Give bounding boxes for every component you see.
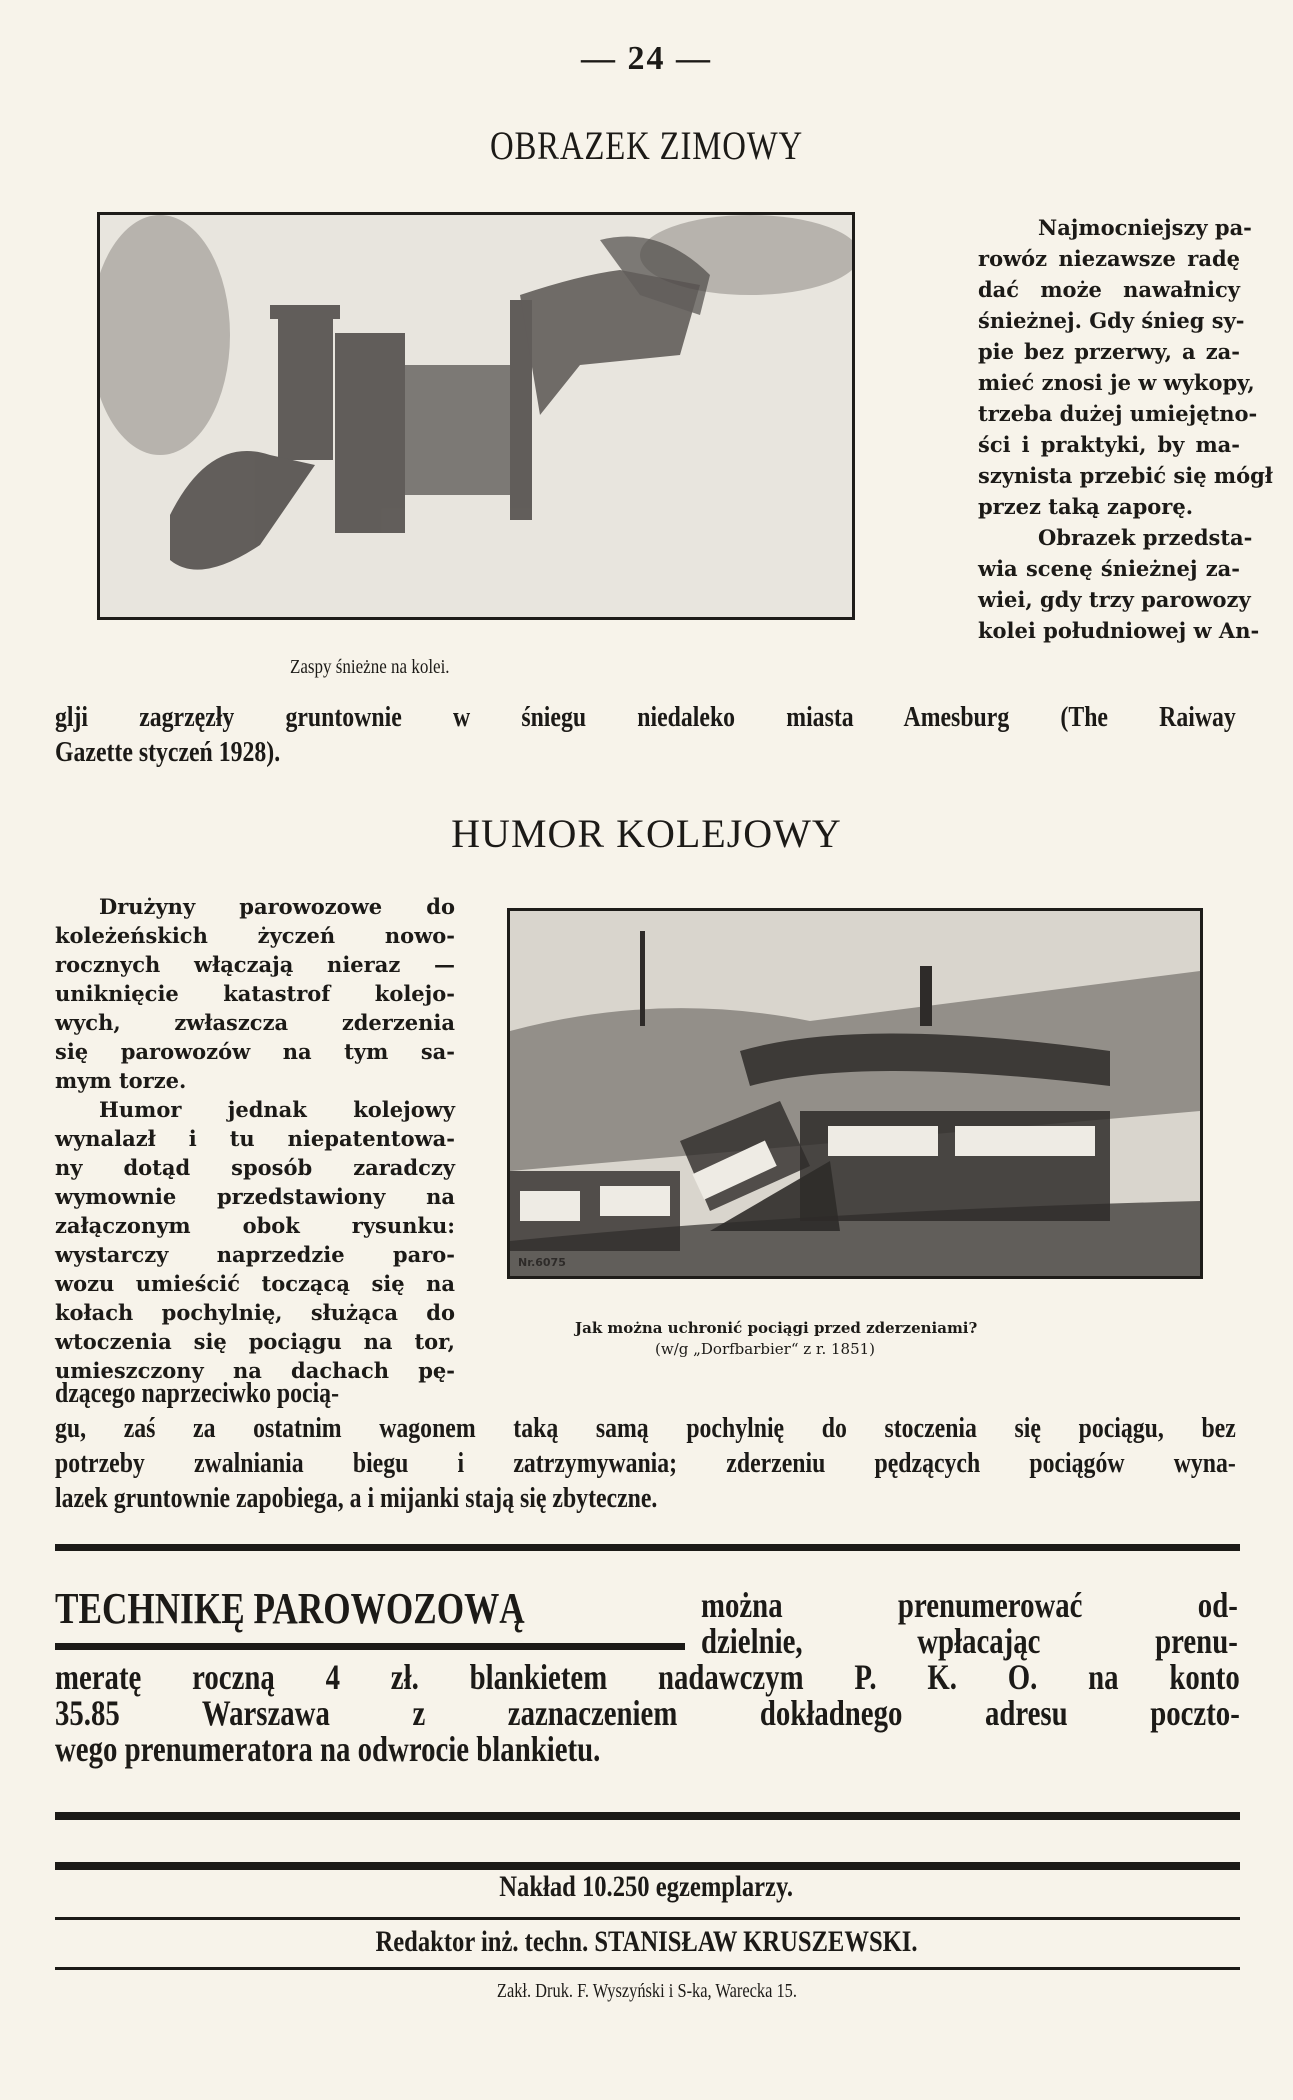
text-line: można prenumerować od- xyxy=(701,1585,1238,1625)
text-line: ści i praktyki, by ma- xyxy=(978,432,1240,457)
text-line: dzącego naprzeciwko pocią- xyxy=(55,1377,340,1409)
text-line: załączonym obok rysunku: xyxy=(55,1213,455,1238)
text-line: wiei, gdy trzy parowozy xyxy=(978,587,1251,612)
winter-article-title: OBRAZEK ZIMOWY xyxy=(489,123,804,168)
page-number: — 24 — xyxy=(581,40,712,77)
text-line: mieć znosi je w wykopy, xyxy=(978,370,1255,395)
editor-credit xyxy=(0,1925,1293,1959)
text-line: wych, zwłaszcza zderzenia xyxy=(55,1010,455,1035)
train-collision-illustration xyxy=(507,908,1203,1279)
humor-article-column-text xyxy=(55,892,455,1385)
text-line: wystarczy naprzedzie paro- xyxy=(55,1242,455,1267)
winter-article-full-text xyxy=(55,700,1236,770)
text-line: rowóz niezawsze radę xyxy=(978,246,1240,271)
humor-article-title: HUMOR KOLEJOWY xyxy=(451,811,842,856)
winter-article-side-text xyxy=(978,212,1273,646)
text-line: wtoczenia się pociągu na tor, xyxy=(55,1329,455,1354)
text-line: koleżeńskich życzeń nowo- xyxy=(55,923,455,948)
text-line: uniknięcie katastrof kolejo- xyxy=(55,981,455,1006)
text-line: gu, zaś za ostatnim wagonem taką samą pochylnię do stoczenia się pociągu, bez xyxy=(55,1412,1236,1444)
divider-rule xyxy=(55,1967,1240,1970)
caption-line: Jak można uchronić pociągi przed zderzeniami? xyxy=(575,1319,978,1337)
text-line: Drużyny parowozowe do xyxy=(99,894,455,919)
text-line: umieszczony na dachach pę- xyxy=(55,1358,455,1383)
text-line: pie bez przerwy, a za- xyxy=(978,339,1240,364)
title-underline xyxy=(55,1643,685,1650)
circulation-note xyxy=(0,1870,1293,1904)
text-line: wego prenumeratora na odwrocie blankietu. xyxy=(55,1729,601,1769)
text-line: Humor jednak kolejowy xyxy=(99,1097,455,1122)
text-line: ny dotąd sposób zaradczy xyxy=(55,1155,455,1180)
text-line: rocznych włączają nieraz — xyxy=(55,952,455,977)
subscription-ad-body-text xyxy=(55,1659,1240,1767)
text-line: potrzeby zwalniania biegu i zatrzymywania; zderzeniu pędzących pociągów wyna- xyxy=(55,1447,1236,1479)
text-line: wynalazł i tu niepatentowa- xyxy=(55,1126,455,1151)
text-line: mym torze. xyxy=(55,1068,187,1093)
text-line: dać może nawałnicy xyxy=(978,277,1240,302)
humor-article-full-text xyxy=(55,1376,1236,1516)
snowdrift-photo-caption: Zaspy śnieżne na kolei. xyxy=(290,656,450,678)
text-line: przez taką zaporę. xyxy=(978,494,1194,519)
text-line: Gazette styczeń 1928). xyxy=(55,736,281,768)
divider-rule xyxy=(55,1917,1240,1920)
text-line: śnieżnej. Gdy śnieg sy- xyxy=(978,308,1245,333)
divider-rule xyxy=(55,1544,1240,1551)
text-line: wozu umieścić toczącą się na xyxy=(55,1271,455,1296)
editor-text: Redaktor inż. techn. STANISŁAW KRUSZEWSKI. xyxy=(375,1925,918,1958)
train-collision-drawing xyxy=(510,911,1200,1276)
text-line: lazek gruntownie zapobiega, a i mijanki stają się zbyteczne. xyxy=(55,1482,658,1514)
snowdrift-photo xyxy=(97,212,855,620)
printer-credit xyxy=(0,1980,1293,2003)
illustration-number-label: Nr.6075 xyxy=(518,1256,566,1269)
text-line: się parowozów na tym sa- xyxy=(55,1039,455,1064)
text-line: wia scenę śnieżnej za- xyxy=(978,556,1240,581)
text-line: Najmocniejszy pa- xyxy=(1038,215,1252,240)
text-line: Obrazek przedsta- xyxy=(1038,525,1253,550)
printer-text: Zakł. Druk. F. Wyszyński i S-ka, Warecka 15. xyxy=(496,1980,797,2002)
text-line: trzeba dużej umiejętno- xyxy=(978,401,1258,426)
train-illustration-caption xyxy=(575,1318,977,1360)
subscription-ad-right-text xyxy=(701,1587,1238,1659)
circulation-text: Nakład 10.250 egzemplarzy. xyxy=(499,1870,794,1903)
text-line: glji zagrzęzły gruntownie w śniegu niedaleko miasta Amesburg (The Raiway xyxy=(55,701,1236,733)
text-line: 35.85 Warszawa z zaznaczeniem dokładnego adresu poczto- xyxy=(55,1693,1240,1733)
caption-line: (w/g „Dorfbarbier“ z r. 1851) xyxy=(655,1340,876,1358)
text-line: kołach pochylnię, służąca do xyxy=(55,1300,455,1325)
snowdrift-photo-illustration xyxy=(100,215,852,617)
divider-rule xyxy=(55,1812,1240,1820)
text-line: meratę roczną 4 zł. blankietem nadawczym P. K. O. na konto xyxy=(55,1657,1240,1697)
text-line: szynista przebić się mógł xyxy=(978,463,1273,488)
subscription-ad-title: TECHNIKĘ PAROWOZOWĄ xyxy=(55,1584,525,1633)
text-line: kolei południowej w An- xyxy=(978,618,1260,643)
divider-rule xyxy=(55,1862,1240,1870)
text-line: dzielnie, wpłacając prenu- xyxy=(701,1621,1238,1661)
text-line: wymownie przedstawiony na xyxy=(55,1184,455,1209)
